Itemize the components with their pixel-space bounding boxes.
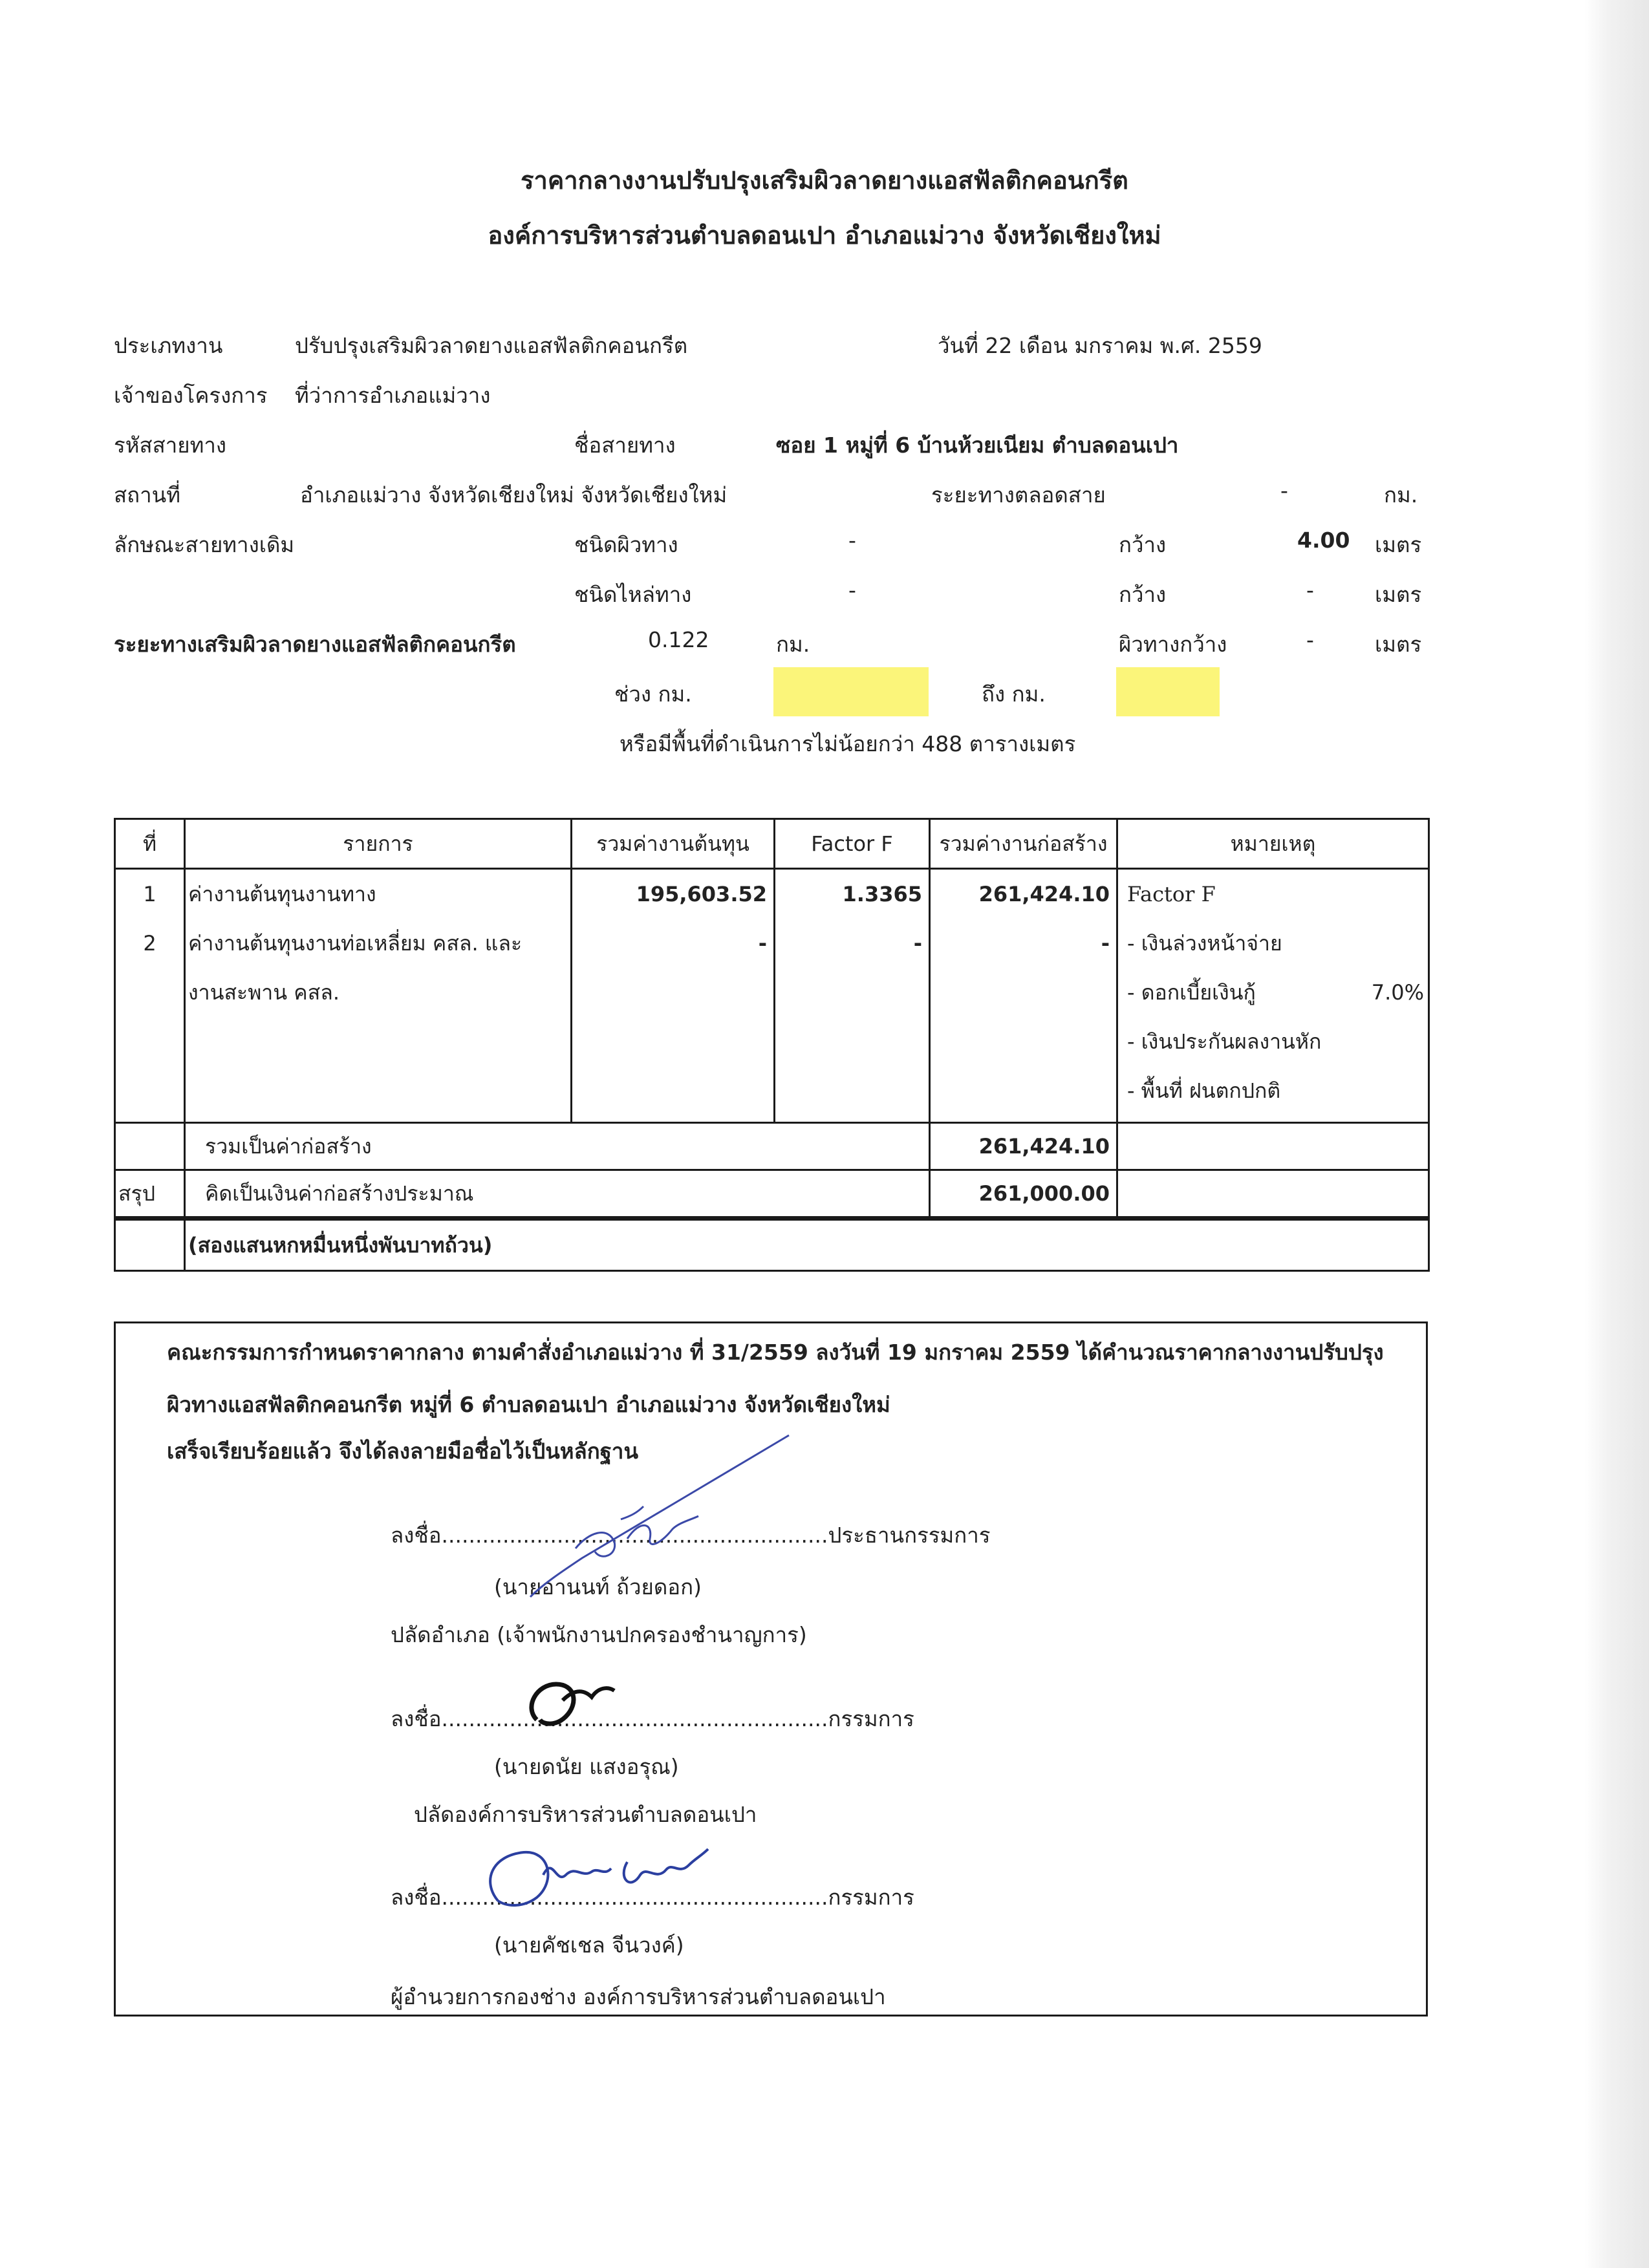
col-header-factor: Factor F [775,819,930,869]
width-value: 4.00 [1297,528,1350,553]
member1-name: (นายดนัย แสงอรุณ) [494,1754,679,1779]
row1-item: ค่างานต้นทุนงานทาง [188,882,376,906]
route-code-label: รหัสสายทาง [114,433,227,458]
chairman-position: ปลัดอำเภอ (เจ้าพนักงานปกครองชำนาญการ) [391,1622,807,1647]
shoulder-width-unit: เมตร [1375,582,1422,607]
shoulder-width-value: - [1306,577,1314,603]
width-label: กว้าง [1119,532,1167,557]
range-from-label: ช่วง กม. [614,681,692,707]
committee-line-3: เสร็จเรียบร้อยแล้ว จึงได้ลงลายมือชื่อไว้เป็นหลักฐาน [167,1439,639,1464]
sum-blank [115,1123,185,1170]
row2-cost: - [758,931,767,956]
signature-line-chairman: ลงชื่อ.........................................................ประธานกรรมการ [391,1523,991,1548]
row1-cost: 195,603.52 [636,882,767,906]
row1-total: 261,424.10 [978,882,1110,906]
remark-area: - พื้นที่ ฝนตกปกติ [1127,1078,1281,1103]
words-blank [115,1219,185,1271]
surface-width-unit: เมตร [1375,632,1422,657]
item-cell [185,869,572,1123]
owner-value: ที่ว่าการอำเภอแม่วาง [295,383,491,408]
estimate-table [114,818,1430,1272]
row1-no: 1 [143,882,156,906]
location-label: สถานที่ [114,482,180,508]
document-title: ราคากลางงานปรับปรุงเสริมผิวลาดยางแอสฟัลติกคอนกรีต [521,166,1128,195]
row2-item-line1: ค่างานต้นทุนงานท่อเหลี่ยม คสล. และ [188,931,523,956]
surface-width-value: - [1306,627,1314,652]
area-text: หรือมีพื้นที่ดำเนินการไม่น้อยกว่า 488 ตารางเมตร [620,731,1076,756]
chairman-name: (นายอานนท์ ถ้วยดอก) [494,1574,702,1599]
row2-item-line2: งานสะพาน คสล. [188,980,340,1005]
shoulder-width-label: กว้าง [1119,582,1167,607]
remark-interest: - ดอกเบี้ยเงินกู้ [1127,980,1256,1005]
surface-type-label: ชนิดผิวทาง [574,532,678,557]
row1-factor: 1.3365 [842,882,922,906]
committee-line-2: ผิวทางแอสฟัลติกคอนกรีต หมู่ที่ 6 ตำบลดอนเปา อำเภอแม่วาง จังหวัดเชียงใหม่ [167,1392,890,1417]
range-to-highlight [1116,667,1220,716]
total-length-label: ระยะทางตลอดสาย [931,482,1106,508]
document-subtitle: องค์การบริหารส่วนตำบลดอนเปา อำเภอแม่วาง จังหวัดเชียงใหม่ [488,221,1161,250]
sum-label: รวมเป็นค่าก่อสร้าง [185,1123,930,1170]
original-road-label: ลักษณะสายทางเดิม [114,532,295,557]
no-cell [115,869,185,1123]
member1-signature [517,1668,634,1733]
route-name-value: ซอย 1 หมู่ที่ 6 บ้านห้วยเนียม ตำบลดอนเปา [776,433,1179,458]
total-length-unit: กม. [1384,482,1418,508]
sum-remark [1117,1123,1429,1170]
total-cell [930,869,1117,1123]
surface-width-label: ผิวทางกว้าง [1119,632,1227,657]
remark-guarantee: - เงินประกันผลงานหัก [1127,1029,1322,1054]
owner-label: เจ้าของโครงการ [114,383,268,408]
factor-cell [775,869,930,1123]
width-unit: เมตร [1375,532,1422,557]
estimate-value: 261,000.00 [930,1170,1117,1219]
job-type-label: ประเภทงาน [114,333,223,358]
shoulder-type-label: ชนิดไหล่ทาง [574,582,692,607]
member1-position: ปลัดองค์การบริหารส่วนตำบลดอนเปา [414,1802,757,1827]
words-row [115,1219,1429,1271]
remark-factor-f: Factor F [1127,882,1216,906]
table-header-row [115,819,1429,869]
remark-interest-value: 7.0% [1371,980,1424,1005]
job-type-value: ปรับปรุงเสริมผิวลาดยางแอสฟัลติกคอนกรีต [295,333,688,358]
surface-type-value: - [848,528,856,553]
range-from-highlight [773,667,929,716]
col-header-remarks: หมายเหตุ [1117,819,1429,869]
document-date: วันที่ 22 เดือน มกราคม พ.ศ. 2559 [938,333,1262,358]
location-value: อำเภอแม่วาง จังหวัดเชียงใหม่ จังหวัดเชียงใหม่ [300,482,727,508]
overlay-length-unit: กม. [776,632,810,657]
chairman-signature [479,1409,802,1603]
col-header-no: ที่ [115,819,185,869]
row2-no: 2 [143,931,156,956]
row2-factor: - [913,931,922,956]
col-header-cost: รวมค่างานต้นทุน [572,819,775,869]
member2-signature [479,1830,724,1927]
sum-value: 261,424.10 [930,1123,1117,1170]
cost-cell [572,869,775,1123]
scan-page-edge [1584,0,1649,2268]
remarks-cell [1117,869,1429,1123]
amount-in-words: (สองแสนหกหมื่นหนึ่งพันบาทถ้วน) [185,1219,1429,1271]
overlay-length-value: 0.122 [648,627,709,652]
signature-line-member1: ลงชื่อ.........................................................กรรมการ [391,1706,914,1731]
member2-position: ผู้อำนวยการกองช่าง องค์การบริหารส่วนตำบลดอนเปา [391,1984,886,2009]
remark-interest-row [1127,968,1424,1017]
estimate-row [115,1170,1429,1219]
overlay-length-label: ระยะทางเสริมผิวลาดยางแอสฟัลติกคอนกรีต [114,632,516,657]
summary-label: สรุป [115,1170,185,1219]
estimate-remark [1117,1170,1429,1219]
total-length-value: - [1280,478,1288,503]
col-header-total: รวมค่างานก่อสร้าง [930,819,1117,869]
signature-line-member2: ลงชื่อ.........................................................กรรมการ [391,1885,914,1910]
range-to-label: ถึง กม. [982,681,1046,707]
table-row [115,869,1429,1123]
member2-name: (นายคัชเชล จีนวงค์) [494,1932,684,1958]
row2-total: - [1101,931,1110,956]
col-header-item: รายการ [185,819,572,869]
remark-advance: - เงินล่วงหน้าจ่าย [1127,931,1282,956]
committee-line-1: คณะกรรมการกำหนดราคากลาง ตามคำสั่งอำเภอแม่วาง ที่ 31/2559 ลงวันที่ 19 มกราคม 2559 ได้คำนวณราคากลางงานปรับปรุง [167,1340,1384,1365]
estimate-label: คิดเป็นเงินค่าก่อสร้างประมาณ [185,1170,930,1219]
route-name-label: ชื่อสายทาง [574,433,676,458]
sum-row [115,1123,1429,1170]
shoulder-type-value: - [848,577,856,603]
